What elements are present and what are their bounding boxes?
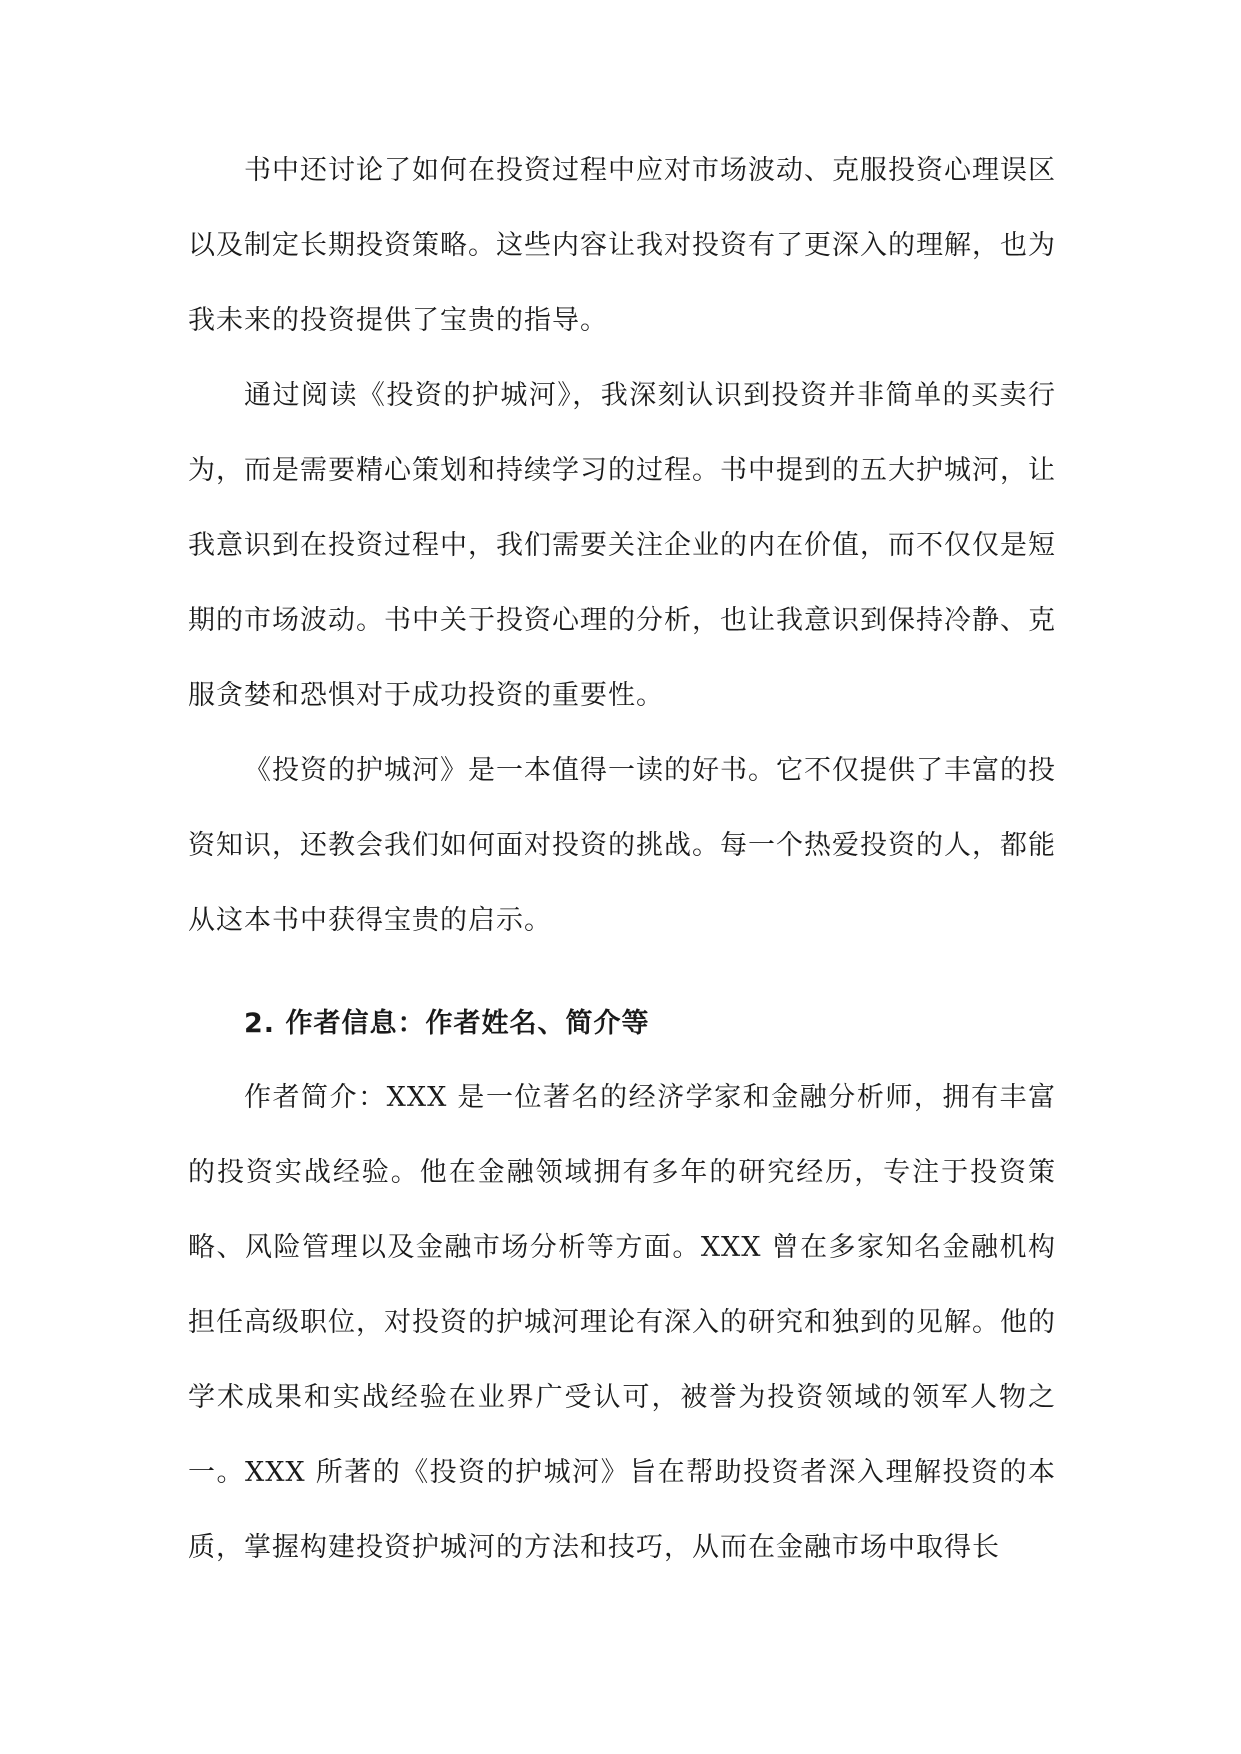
paragraph-book-recommendation: 《投资的护城河》是一本值得一读的好书。它不仅提供了丰富的投资知识，还教会我们如何面对投资的挑战。每一个热爱投资的人，都能从这本书中获得宝贵的启示。: [188, 755, 1056, 936]
section-heading-author-info: 2. 作者信息：作者姓名、简介等: [244, 1008, 650, 1039]
paragraph-author-intro: 作者简介：XXX 是一位著名的经济学家和金融分析师，拥有丰富的投资实战经验。他在金融领域拥有多年的研究经历，专注于投资策略、风险管理以及金融市场分析等方面。XXX 曾在多家知名金融机构担任高级职位，对投资的护城河理论有深入的研究和独到的见解。他的学术成果和实战经验在业界广受认可，被誉为投资领域的领军人物之一。XXX 所著的《投资的护城河》旨在帮助投资者深入理解投资的本质，掌握构建投资护城河的方法和技巧，从而在金融市场中取得长: [188, 1082, 1056, 1563]
paragraph-market-volatility: 书中还讨论了如何在投资过程中应对市场波动、克服投资心理误区以及制定长期投资策略。这些内容让我对投资有了更深入的理解，也为我未来的投资提供了宝贵的指导。: [188, 155, 1056, 336]
paragraph-reading-reflection: 通过阅读《投资的护城河》，我深刻认识到投资并非简单的买卖行为，而是需要精心策划和持续学习的过程。书中提到的五大护城河，让我意识到在投资过程中，我们需要关注企业的内在价值，而不仅仅是短期的市场波动。书中关于投资心理的分析，也让我意识到保持冷静、克服贪婪和恐惧对于成功投资的重要性。: [188, 380, 1056, 711]
